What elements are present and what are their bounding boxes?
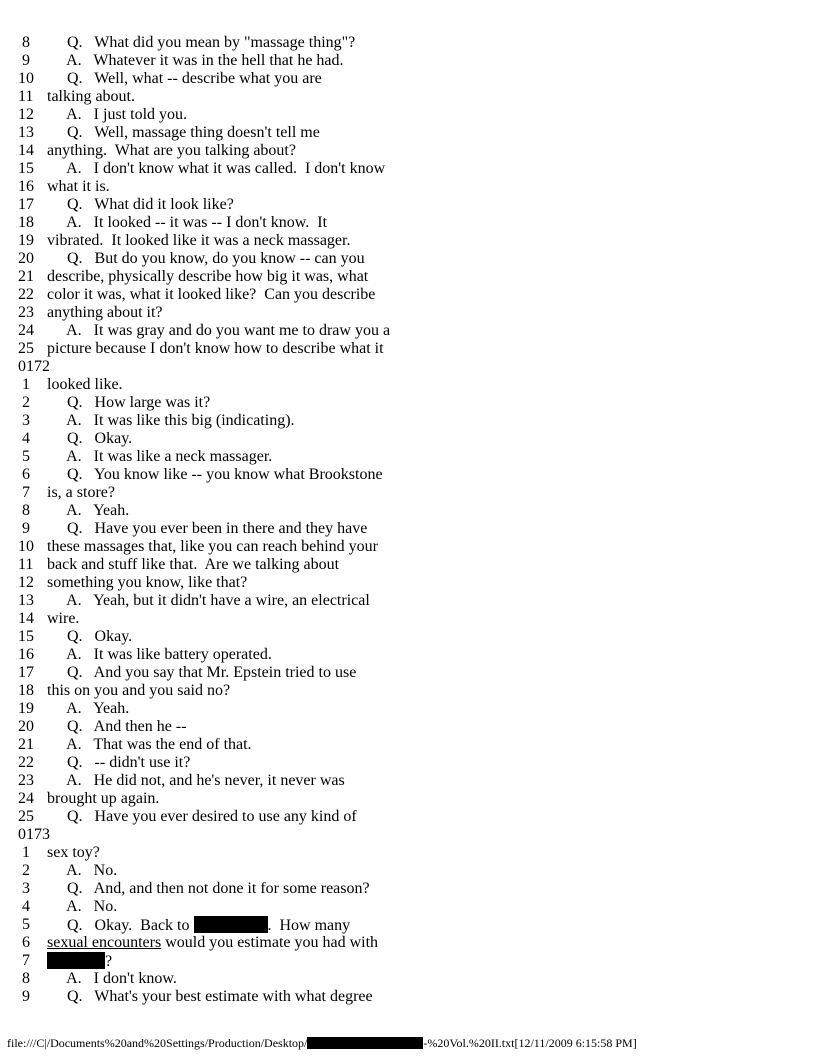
- line-text: [47, 376, 123, 393]
- transcript-line: [18, 394, 816, 412]
- text-segment: A. I don't know what it was called. I don't know: [47, 160, 386, 177]
- transcript-line: [18, 862, 816, 880]
- line-number: 24: [18, 790, 34, 807]
- line-number: 20: [18, 718, 34, 735]
- line-text: [47, 124, 320, 141]
- line-number: 15: [18, 628, 34, 645]
- transcript-line: [18, 556, 816, 574]
- text-segment: would you estimate you had with: [161, 934, 379, 951]
- text-segment: A. Yeah, but it didn't have a wire, an electrical: [47, 592, 370, 609]
- transcript-line: [18, 70, 816, 88]
- text-segment: -%20Vol.%20II.txt[12/11/2009 6:15:58 PM]: [423, 1036, 637, 1050]
- line-text: [47, 160, 385, 177]
- transcript-line: [18, 736, 816, 754]
- text-segment: Q. Okay.: [47, 628, 133, 645]
- text-segment: ?: [105, 953, 113, 970]
- transcript-line: [18, 772, 816, 790]
- line-number: 5: [18, 916, 30, 933]
- transcript-line: [18, 106, 816, 124]
- text-segment: A. Yeah.: [47, 502, 130, 519]
- line-number: 8: [18, 502, 30, 519]
- line-text: [47, 682, 230, 699]
- transcript-line: [18, 610, 816, 628]
- text-segment: Q. But do you know, do you know -- can you: [47, 250, 365, 267]
- page-number: 0173: [18, 826, 50, 843]
- text-segment: wire.: [47, 610, 80, 627]
- line-number: 21: [18, 268, 34, 285]
- line-number: 17: [18, 664, 34, 681]
- line-text: [47, 808, 357, 825]
- text-segment: A. It was gray and do you want me to draw you a: [47, 322, 391, 339]
- line-text: [47, 394, 210, 411]
- line-number: 12: [18, 574, 34, 591]
- text-segment: Q. What did it look like?: [47, 196, 234, 213]
- line-number: 9: [18, 988, 30, 1005]
- line-number: 12: [18, 106, 34, 123]
- transcript-line: [18, 484, 816, 502]
- line-text: [47, 520, 367, 537]
- text-segment: Q. Well, what -- describe what you are: [47, 70, 322, 87]
- line-number: 9: [18, 520, 30, 537]
- line-number: 2: [18, 394, 30, 411]
- text-segment: A. It was like battery operated.: [47, 646, 272, 663]
- text-segment: Q. And, and then not done it for some reason?: [47, 880, 370, 897]
- text-segment: anything about it?: [47, 304, 163, 321]
- text-segment: file:///C|/Documents%20and%20Settings/Production/Desktop/: [7, 1036, 308, 1050]
- transcript-line: [18, 592, 816, 610]
- text-segment: A. No.: [47, 862, 118, 879]
- line-number: 17: [18, 196, 34, 213]
- text-segment: A. Whatever it was in the hell that he had.: [47, 52, 344, 69]
- text-segment: Q. Have you ever been in there and they have: [47, 520, 368, 537]
- line-number: 1: [18, 844, 30, 861]
- text-segment: Q. And then he --: [47, 718, 187, 735]
- line-number: 16: [18, 646, 34, 663]
- transcript-line: [18, 304, 816, 322]
- transcript-line: [18, 790, 816, 808]
- redaction-box: [194, 916, 268, 933]
- line-number: 8: [18, 970, 30, 987]
- text-segment: color it was, what it looked like? Can you describe: [47, 286, 376, 303]
- transcript-line: [18, 664, 816, 682]
- line-number: 18: [18, 214, 34, 231]
- transcript-line: [18, 988, 816, 1006]
- redaction-box: [47, 952, 105, 969]
- line-text: [47, 448, 272, 465]
- line-text: [47, 106, 187, 123]
- line-number: 10: [18, 70, 34, 87]
- line-text: [47, 574, 247, 591]
- text-segment: Q. Okay.: [47, 430, 133, 447]
- text-segment: A. I don't know.: [47, 970, 177, 987]
- transcript-line: [18, 124, 816, 142]
- text-segment: A. It was like a neck massager.: [47, 448, 273, 465]
- page-number-line: [18, 826, 816, 844]
- line-text: [47, 664, 356, 681]
- text-segment: Q. Have you ever desired to use any kind of: [47, 808, 357, 825]
- line-number: 22: [18, 754, 34, 771]
- line-number: 25: [18, 808, 34, 825]
- transcript-line: [18, 34, 816, 52]
- transcript-line: [18, 718, 816, 736]
- line-number: 8: [18, 34, 30, 51]
- text-segment: looked like.: [47, 376, 123, 393]
- transcript-line: [18, 52, 816, 70]
- line-text: [47, 610, 79, 627]
- text-segment: describe, physically describe how big it was, what: [47, 268, 369, 285]
- text-segment: A. It looked -- it was -- I don't know. It: [47, 214, 328, 231]
- transcript-line: [18, 178, 816, 196]
- line-text: [47, 538, 378, 555]
- transcript-line: [18, 898, 816, 916]
- transcript-line: [18, 466, 816, 484]
- transcript-line: [18, 502, 816, 520]
- line-number: 18: [18, 682, 34, 699]
- line-number: 7: [18, 484, 30, 501]
- line-text: [47, 466, 383, 483]
- transcript-line: [18, 448, 816, 466]
- line-number: 6: [18, 934, 30, 951]
- line-number: 3: [18, 880, 30, 897]
- text-segment: Q. And you say that Mr. Epstein tried to use: [47, 664, 357, 681]
- transcript-line: [18, 286, 816, 304]
- text-segment: picture because I don't know how to describe what it: [47, 340, 384, 357]
- transcript-line: [18, 646, 816, 664]
- transcript-line: [18, 340, 816, 358]
- transcript-line: [18, 142, 816, 160]
- line-text: [47, 917, 350, 934]
- underlined-text: sexual encounters: [47, 934, 162, 951]
- line-text: [47, 646, 272, 663]
- line-number: 10: [18, 538, 34, 555]
- text-segment: Q. How large was it?: [47, 394, 211, 411]
- line-text: [47, 934, 378, 951]
- transcript-line: [18, 844, 816, 862]
- line-number: 23: [18, 304, 34, 321]
- line-text: [47, 898, 117, 915]
- line-text: [47, 718, 187, 735]
- text-segment: A. He did not, and he's never, it never was: [47, 772, 345, 789]
- line-number: 16: [18, 178, 34, 195]
- line-text: [47, 502, 129, 519]
- line-text: [47, 340, 384, 357]
- line-number: 14: [18, 142, 34, 159]
- transcript-line: [18, 160, 816, 178]
- line-number: 7: [18, 952, 30, 969]
- text-segment: talking about.: [47, 88, 135, 105]
- line-text: [47, 700, 129, 717]
- line-number: 4: [18, 430, 30, 447]
- text-segment: these massages that, like you can reach behind your: [47, 538, 378, 555]
- text-segment: Q. -- didn't use it?: [47, 754, 191, 771]
- text-segment: A. It was like this big (indicating).: [47, 412, 295, 429]
- line-text: [47, 232, 350, 249]
- transcript-line: [18, 700, 816, 718]
- line-text: [47, 286, 375, 303]
- file-path-footer: [7, 1036, 637, 1050]
- transcript: [18, 34, 816, 1006]
- line-number: 14: [18, 610, 34, 627]
- line-text: [47, 268, 368, 285]
- text-segment: Q. You know like -- you know what Brookstone: [47, 466, 383, 483]
- text-segment: A. I just told you.: [47, 106, 188, 123]
- line-text: [47, 953, 112, 970]
- text-segment: back and stuff like that. Are we talking about: [47, 556, 340, 573]
- line-text: [47, 34, 355, 51]
- transcript-line: [18, 916, 816, 934]
- transcript-line: [18, 574, 816, 592]
- line-text: [47, 790, 159, 807]
- line-number: 4: [18, 898, 30, 915]
- line-number: 22: [18, 286, 34, 303]
- text-segment: A. Yeah.: [47, 700, 130, 717]
- line-text: [47, 196, 234, 213]
- transcript-line: [18, 88, 816, 106]
- text-segment: is, a store?: [47, 484, 115, 501]
- transcript-line: [18, 520, 816, 538]
- line-number: 13: [18, 592, 34, 609]
- line-text: [47, 304, 163, 321]
- transcript-line: [18, 934, 816, 952]
- line-text: [47, 988, 373, 1005]
- text-segment: . How many: [267, 917, 351, 934]
- line-number: 13: [18, 124, 34, 141]
- line-number: 1: [18, 376, 30, 393]
- line-number: 11: [18, 556, 34, 573]
- line-text: [47, 412, 295, 429]
- transcript-line: [18, 376, 816, 394]
- text-segment: sex toy?: [47, 844, 100, 861]
- transcript-line: [18, 232, 816, 250]
- line-text: [47, 556, 339, 573]
- line-number: 15: [18, 160, 34, 177]
- line-number: 25: [18, 340, 34, 357]
- text-segment: Q. What did you mean by "massage thing"?: [47, 34, 356, 51]
- redaction-box: [307, 1037, 423, 1049]
- line-number: 19: [18, 700, 34, 717]
- transcript-line: [18, 268, 816, 286]
- line-text: [47, 970, 177, 987]
- line-text: [47, 178, 110, 195]
- text-segment: Q. Well, massage thing doesn't tell me: [47, 124, 320, 141]
- text-segment: Q. Okay. Back to: [47, 917, 194, 934]
- line-text: [47, 484, 115, 501]
- line-number: 11: [18, 88, 34, 105]
- text-segment: what it is.: [47, 178, 110, 195]
- transcript-line: [18, 808, 816, 826]
- line-number: 23: [18, 772, 34, 789]
- line-text: [47, 430, 132, 447]
- line-text: [47, 592, 370, 609]
- line-text: [47, 88, 135, 105]
- line-number: 5: [18, 448, 30, 465]
- line-text: [47, 142, 296, 159]
- transcript-line: [18, 322, 816, 340]
- line-text: [47, 772, 345, 789]
- line-text: [47, 736, 252, 753]
- line-number: 9: [18, 52, 30, 69]
- text-segment: something you know, like that?: [47, 574, 248, 591]
- text-segment: A. That was the end of that.: [47, 736, 252, 753]
- line-text: [47, 844, 100, 861]
- line-text: [47, 70, 322, 87]
- page-number-line: [18, 358, 816, 376]
- transcript-line: [18, 682, 816, 700]
- line-number: 20: [18, 250, 34, 267]
- transcript-line: [18, 970, 816, 988]
- line-number: 24: [18, 322, 34, 339]
- text-segment: A. No.: [47, 898, 118, 915]
- transcript-line: [18, 538, 816, 556]
- transcript-line: [18, 196, 816, 214]
- text-segment: brought up again.: [47, 790, 160, 807]
- transcript-line: [18, 250, 816, 268]
- page-number: 0172: [18, 358, 50, 375]
- transcript-line: [18, 952, 816, 970]
- transcript-line: [18, 214, 816, 232]
- line-text: [47, 322, 390, 339]
- text-segment: Q. What's your best estimate with what degree: [47, 988, 373, 1005]
- line-text: [47, 214, 327, 231]
- line-number: 21: [18, 736, 34, 753]
- line-number: 19: [18, 232, 34, 249]
- transcript-line: [18, 880, 816, 898]
- transcript-line: [18, 628, 816, 646]
- line-text: [47, 862, 117, 879]
- line-text: [47, 754, 190, 771]
- text-segment: this on you and you said no?: [47, 682, 231, 699]
- transcript-line: [18, 754, 816, 772]
- transcript-line: [18, 412, 816, 430]
- transcript-line: [18, 430, 816, 448]
- text-segment: vibrated. It looked like it was a neck massager.: [47, 232, 351, 249]
- line-number: 6: [18, 466, 30, 483]
- line-text: [47, 250, 365, 267]
- line-number: 2: [18, 862, 30, 879]
- line-text: [47, 880, 370, 897]
- line-text: [47, 52, 344, 69]
- text-segment: anything. What are you talking about?: [47, 142, 296, 159]
- line-number: 3: [18, 412, 30, 429]
- line-text: [47, 628, 132, 645]
